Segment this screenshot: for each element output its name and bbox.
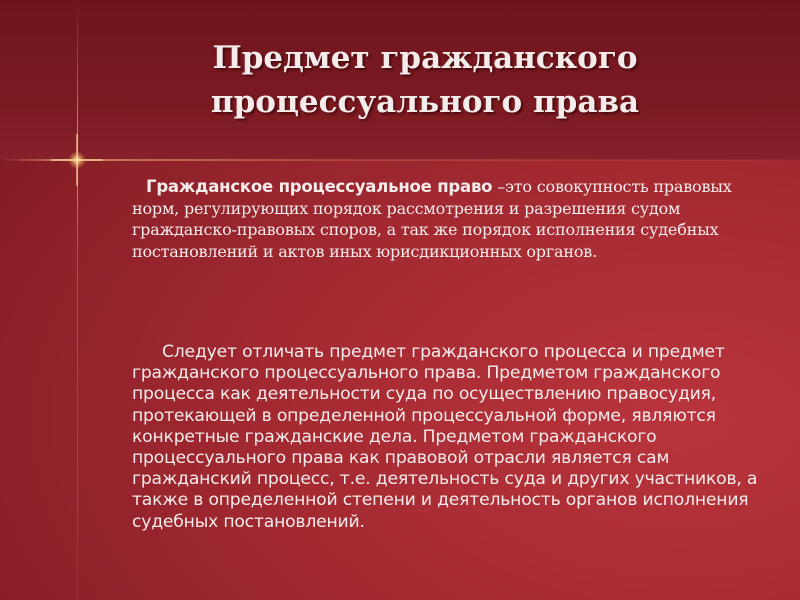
slide-title (120, 36, 730, 124)
vertical-divider (77, 0, 78, 600)
sparkle-icon (51, 134, 103, 186)
title-line-2: процессуального права (210, 84, 640, 120)
title-line-1: Предмет гражданского (212, 40, 638, 76)
body-paragraph-text: Следует отличать предмет гражданского процесса и предмет гражданского процессуального права. Предметом гражданского процесса как деятельности суда по осуществлению правосудия, протекающей в определенной процессуальной форме, являются конкретные гражданские дела. Предметом гражданского процессуального права как правовой отрасли является сам гражданский процесс, т.е. деятельность суда и других участников, а также в определенной степени и деятельность органов исполнения судебных постановлений. (132, 342, 758, 532)
body-paragraph (132, 342, 772, 533)
definition-text: –это совокупность правовых норм, регулирующих порядок рассмотрения и разрешения судом гражданско-правовых споров, а так же порядок исполнения судебных постановлений и актов иных юрисдикционных органов. (132, 177, 732, 261)
definition-paragraph (132, 176, 772, 262)
definition-term: Гражданское процессуальное право (146, 177, 493, 196)
horizontal-divider (0, 159, 800, 161)
